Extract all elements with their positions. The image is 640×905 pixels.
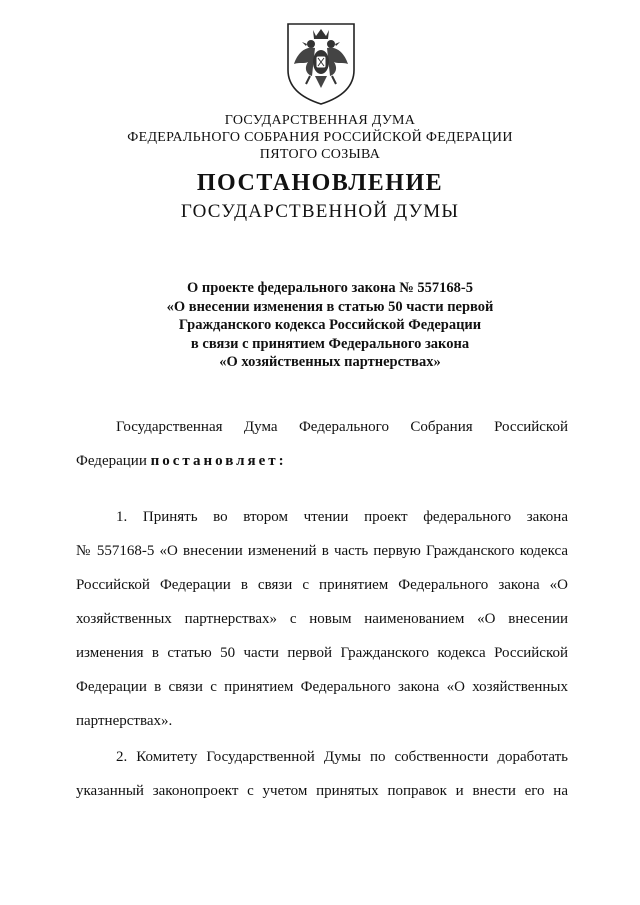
preamble-line-2 — [76, 444, 568, 478]
subject-line-4: в связи с принятием Федерального закона — [190, 335, 470, 352]
subject-line-3: Гражданского кодекса Российской Федерации — [178, 317, 482, 333]
document-type: ПОСТАНОВЛЕНИЕ — [196, 170, 444, 196]
preamble — [76, 410, 568, 478]
paragraph-1-line: хозяйственных партнерствах» с новым наименованием «О внесении — [76, 611, 568, 627]
decree-word: постановляет: — [150, 453, 287, 469]
institution-line-3: ПЯТОГО СОЗЫВА — [259, 147, 381, 162]
document-subject — [0, 279, 640, 372]
paragraph-1-line: партнерствах». — [76, 713, 173, 729]
subject-line-2: «О внесении изменения в статью 50 части первой — [166, 298, 494, 315]
paragraph-1-line: изменения в статью 50 части первой Гражданского кодекса Российской — [76, 645, 568, 661]
institution-line-1: ГОСУДАРСТВЕННАЯ ДУМА — [224, 113, 416, 128]
paragraph-2 — [76, 740, 568, 808]
paragraph-1-line: Российской Федерации в связи с принятием Федерального закона «О — [76, 577, 568, 593]
paragraph-1-line: № 557168-5 «О внесении изменений в часть первую Гражданского кодекса — [76, 543, 568, 559]
paragraph-1 — [76, 500, 568, 738]
preamble-line-2-text: Федерации — [76, 453, 151, 469]
russian-coat-of-arms-icon — [282, 18, 360, 106]
institution-name — [0, 112, 640, 163]
paragraph-2-line: указанный законопроект с учетом принятых поправок и внести его на — [76, 783, 568, 799]
preamble-line-1: Государственная Дума Федерального Собрания Российской — [116, 419, 568, 435]
document-type-subtitle: ГОСУДАРСТВЕННОЙ ДУМЫ — [180, 201, 460, 222]
paragraph-1-line: 1. Принять во втором чтении проект федерального закона — [116, 509, 568, 525]
paragraph-1-line: Федерации в связи с принятием Федерального закона «О хозяйственных — [76, 679, 568, 695]
subject-line-1: О проекте федерального закона № 557168-5 — [186, 280, 474, 296]
institution-line-2: ФЕДЕРАЛЬНОГО СОБРАНИЯ РОССИЙСКОЙ ФЕДЕРАЦИИ — [127, 130, 513, 145]
subject-line-5: «О хозяйственных партнерствах» — [219, 354, 441, 370]
paragraph-2-line: 2. Комитету Государственной Думы по собственности доработать — [116, 749, 568, 765]
